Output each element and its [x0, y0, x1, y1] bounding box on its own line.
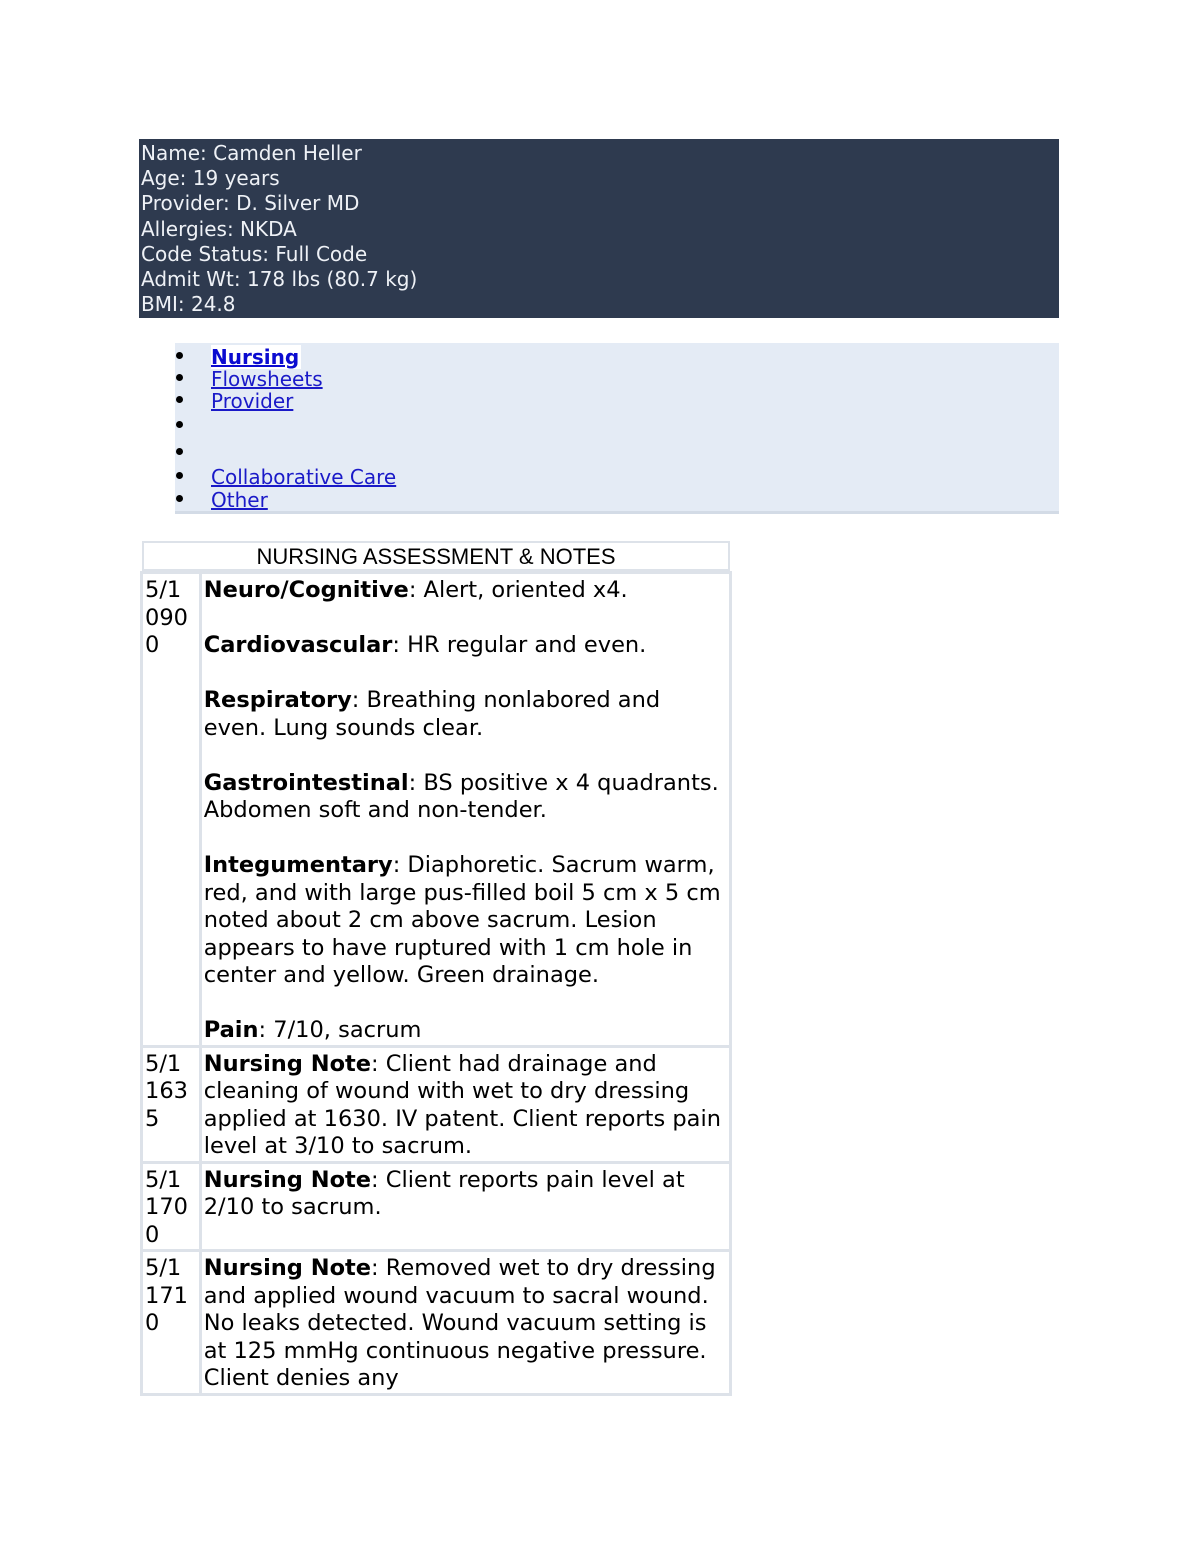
- note-entry: [204, 577, 727, 605]
- note-cell: [200, 1162, 730, 1251]
- bullet-icon: [176, 374, 183, 381]
- note-heading: Pain: [203, 1017, 259, 1043]
- patient-provider: Provider: D. Silver MD: [141, 191, 360, 216]
- patient-banner: [139, 139, 1059, 318]
- bullet-icon: [176, 448, 183, 455]
- bullet-icon: [176, 472, 183, 479]
- note-text: : HR regular and even.: [392, 632, 647, 658]
- note-heading: Cardiovascular: [203, 632, 393, 658]
- patient-age: Age: 19 years: [141, 166, 280, 191]
- note-heading: Nursing Note: [203, 1166, 372, 1193]
- note-text: : 7/10, sacrum: [258, 1017, 422, 1043]
- note-cell: [200, 573, 730, 1047]
- nav-link-provider[interactable]: Provider: [211, 389, 294, 413]
- note-entry: [204, 1017, 727, 1045]
- note-entry: [204, 687, 727, 742]
- bullet-icon: [176, 495, 183, 502]
- timestamp-cell: 5/1 1635: [142, 1046, 201, 1162]
- chart-navigation: [175, 343, 1059, 514]
- note-text: : Breathing nonlabored and even. Lung sounds clear.: [203, 687, 661, 741]
- patient-bmi: BMI: 24.8: [141, 292, 236, 317]
- note-text: : Client had drainage and cleaning of wound with wet to dry dressing applied at 1630. IV patent. Client reports pain level at 3/10 to sacrum.: [203, 1050, 721, 1159]
- patient-admit-weight: Admit Wt: 178 lbs (80.7 kg): [141, 267, 418, 292]
- note-text: : BS positive x 4 quadrants. Abdomen soft and non-tender.: [203, 769, 719, 823]
- nav-link-other[interactable]: Other: [211, 488, 268, 512]
- note-heading: Nursing Note: [203, 1050, 372, 1077]
- note-text: : Removed wet to dry dressing and applied wound vacuum to sacral wound. No leaks detected. Wound vacuum setting is at 125 mmHg continuous negative pressure. Client denies any: [203, 1255, 716, 1391]
- nav-link-collaborative-care[interactable]: Collaborative Care: [211, 465, 397, 489]
- note-cell: [200, 1251, 730, 1395]
- note-heading: Gastrointestinal: [203, 769, 409, 796]
- timestamp-cell: 5/1 0900: [142, 573, 201, 1047]
- note-entry: [204, 632, 727, 660]
- note-heading: Respiratory: [203, 687, 352, 713]
- patient-allergies: Allergies: NKDA: [141, 216, 297, 241]
- assessment-title: NURSING ASSESSMENT & NOTES: [142, 541, 730, 571]
- table-row: [142, 573, 731, 1047]
- note-heading: Nursing Note: [203, 1255, 372, 1281]
- timestamp-cell: 5/1 1710: [142, 1251, 201, 1395]
- note-entry: [204, 1167, 727, 1222]
- note-cell: [200, 1046, 730, 1162]
- table-row: [142, 1251, 731, 1395]
- note-entry: [204, 852, 727, 990]
- patient-name: Name: Camden Heller: [141, 141, 362, 165]
- note-entry: [204, 1255, 727, 1393]
- nav-link-nursing[interactable]: Nursing: [211, 345, 300, 369]
- note-text: : Alert, oriented x4.: [408, 577, 628, 603]
- bullet-icon: [176, 352, 183, 359]
- bullet-icon: [176, 421, 183, 428]
- timestamp-cell: 5/1 1700: [142, 1162, 201, 1251]
- note-text: : Client reports pain level at 2/10 to sacrum.: [203, 1166, 685, 1220]
- note-heading: Integumentary: [203, 852, 393, 878]
- note-entry: [204, 1051, 727, 1161]
- assessment-table: [140, 571, 732, 1396]
- note-entry: [204, 770, 727, 825]
- note-heading: Neuro/Cognitive: [203, 577, 409, 603]
- bullet-icon: [176, 396, 183, 403]
- table-row: [142, 1046, 731, 1162]
- table-row: [142, 1162, 731, 1251]
- note-text: : Diaphoretic. Sacrum warm, red, and with large pus-filled boil 5 cm x 5 cm noted about 2 cm above sacrum. Lesion appears to have ruptured with 1 cm hole in center and yellow. Green drainage.: [203, 852, 721, 988]
- patient-code-status: Code Status: Full Code: [141, 241, 368, 266]
- nav-link-flowsheets[interactable]: Flowsheets: [211, 367, 323, 391]
